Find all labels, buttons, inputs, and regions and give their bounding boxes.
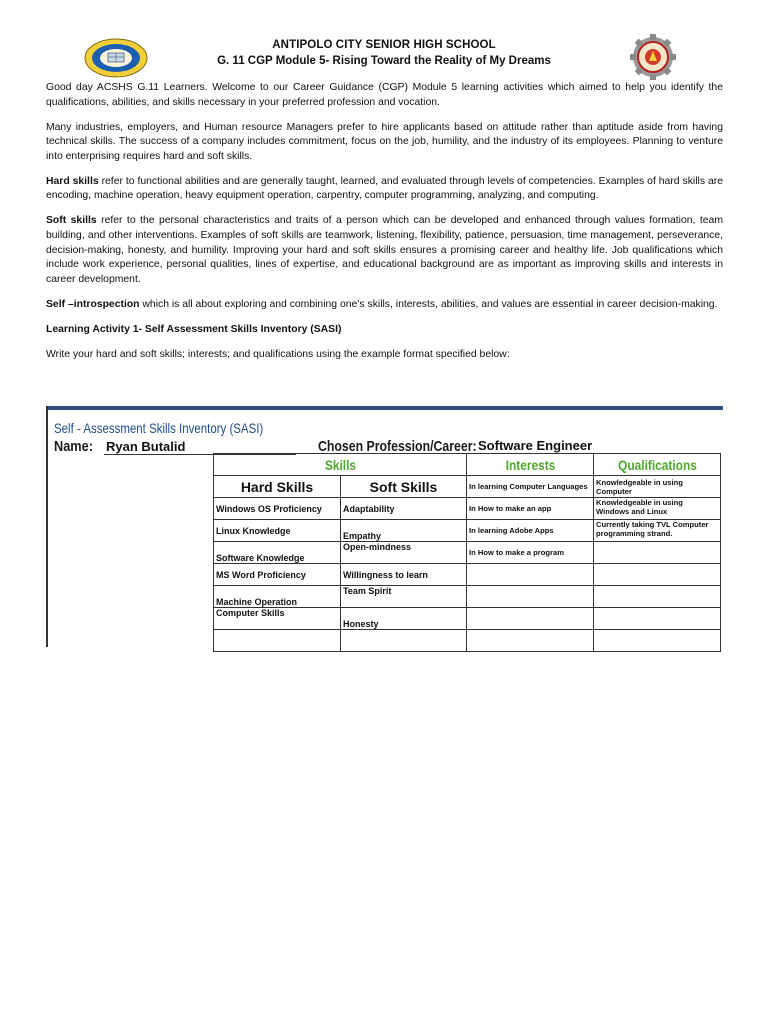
module-body — [46, 81, 723, 362]
interest-cell: In learning Computer Languages — [467, 476, 594, 498]
industries-paragraph: Many industries, employers, and Human resource Managers prefer to hire applicants based on attitude rather than aptitude aside from having technical skills. The success of a company includes commitment, focus on the job, humility, and the industry of its employees. Planning to venture into enterprising requires hard and soft skills. — [46, 121, 723, 162]
hard-skill-cell: Software Knowledge — [214, 542, 341, 564]
sasi-form — [46, 406, 723, 647]
activity-title: Learning Activity 1- Self Assessment Skills Inventory (SASI) — [46, 323, 342, 335]
qualification-cell: Knowledgeable in using Windows and Linux — [594, 498, 721, 520]
self-introspection-term: Self –introspection — [46, 298, 140, 310]
soft-skill-cell: Honesty — [341, 608, 467, 630]
qualification-cell: Knowledgeable in using Computer — [594, 476, 721, 498]
soft-skills-paragraph — [46, 214, 723, 287]
soft-skill-cell: Empathy — [341, 520, 467, 542]
skills-header: Skills — [232, 454, 447, 476]
interest-cell: In learning Adobe Apps — [467, 520, 594, 542]
form-top-border — [46, 406, 723, 410]
soft-skill-cell: Adaptability — [341, 498, 467, 520]
name-value: Ryan Butalid — [104, 440, 296, 455]
qualification-cell — [594, 608, 721, 630]
hard-skills-term: Hard skills — [46, 175, 99, 187]
sasi-title: Self - Assessment Skills Inventory (SASI) — [54, 420, 264, 436]
name-label: Name: — [54, 438, 93, 455]
hard-skill-cell: Linux Knowledge — [214, 520, 341, 542]
qualification-cell — [594, 586, 721, 608]
skills-inventory-table — [213, 453, 721, 652]
hard-skill-cell: Machine Operation — [214, 586, 341, 608]
hard-skill-cell: Windows OS Proficiency — [214, 498, 341, 520]
hard-skills-text: refer to functional abilities and are generally taught, learned, and evaluated through levels of competencies. Examples of hard skills are encoding, machine operation, heavy equipment operation, carpentry, computer programming, analyzing, and computing. — [46, 175, 723, 202]
hard-skill-cell — [214, 630, 341, 652]
career-value: Software Engineer — [478, 438, 593, 453]
career-label: Chosen Profession/Career: — [318, 438, 477, 455]
qualification-cell — [594, 630, 721, 652]
qualification-cell — [594, 542, 721, 564]
self-introspection-paragraph — [46, 298, 723, 313]
hard-skills-paragraph — [46, 175, 723, 204]
qualification-cell — [594, 564, 721, 586]
qualification-cell: Currently taking TVL Computer programming strand. — [594, 520, 721, 542]
soft-skill-cell: Open-mindness — [341, 542, 467, 564]
hard-skill-cell: MS Word Proficiency — [214, 564, 341, 586]
form-left-border — [46, 406, 48, 647]
module-title: G. 11 CGP Module 5- Rising Toward the Reality of My Dreams — [217, 55, 551, 67]
soft-skills-text: refer to the personal characteristics and traits of a person which can be developed and enhanced through values formation, team building, and other interventions. Examples of soft skills are teamwork, listening, flexibility, patience, persuasion, time management, perseverance, decision-making, honesty, and humility. Improving your hard and soft skills ensures a promising career and healthy life. Job qualifications which include work experience, personal qualities, lines of expertise, and educational background are as important as improving skills and interests in career development. — [46, 215, 723, 285]
soft-skills-term: Soft skills — [46, 215, 97, 227]
interest-cell: In How to make a program — [467, 542, 594, 564]
interest-cell — [467, 564, 594, 586]
self-introspection-text: which is all about exploring and combining one’s skills, interests, abilities, and values are essential in career decision-making. — [139, 298, 718, 310]
interest-cell — [467, 608, 594, 630]
soft-skills-header: Soft Skills — [341, 476, 467, 498]
activity-instruction: Write your hard and soft skills; interests; and qualifications using the example format specified below: — [46, 348, 510, 360]
interest-cell — [467, 586, 594, 608]
hard-skills-header: Hard Skills — [214, 476, 341, 498]
soft-skill-cell — [341, 630, 467, 652]
soft-skill-cell: Team Spirit — [341, 586, 467, 608]
hard-skill-cell: Computer Skills — [214, 608, 341, 630]
interest-cell — [467, 630, 594, 652]
document-header — [0, 38, 768, 69]
interests-header: Interests — [476, 454, 584, 476]
intro-paragraph: Good day ACSHS G.11 Learners. Welcome to our Career Guidance (CGP) Module 5 learning activities which aimed to help you identify the qualifications, abilities, and skills necessary in your preferred profession and vocation. — [46, 82, 723, 108]
school-name: ANTIPOLO CITY SENIOR HIGH SCHOOL — [272, 39, 496, 51]
soft-skill-cell: Willingness to learn — [341, 564, 467, 586]
qualifications-header: Qualifications — [603, 454, 711, 476]
interest-cell: In How to make an app — [467, 498, 594, 520]
